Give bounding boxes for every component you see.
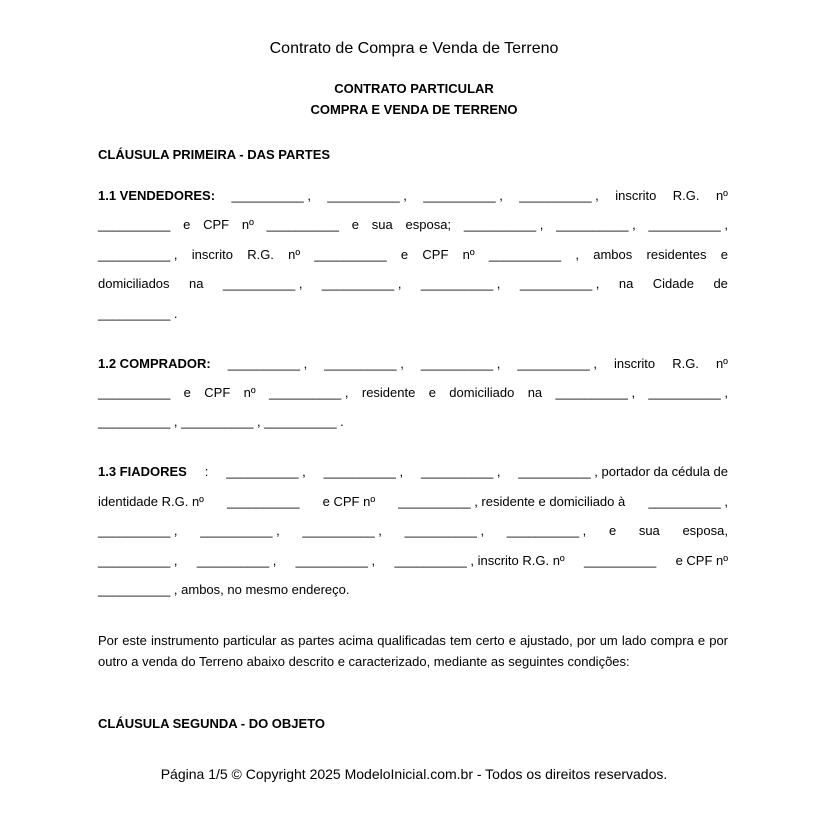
section-1-3-line	[98, 582, 728, 597]
page-footer: Página 1/5 © Copyright 2025 ModeloInicial.com.br - Todos os direitos reservados.	[160, 766, 668, 782]
blank-field: __________ ,	[423, 188, 503, 203]
blank-field: __________ ,	[556, 217, 636, 232]
line-text: inscrito	[613, 356, 656, 371]
blank-field: __________ ,	[648, 494, 728, 509]
line-text: R.G.	[247, 247, 274, 262]
blank-field: __________ ,	[222, 276, 303, 291]
section-1-1-line	[98, 217, 728, 232]
line-text: CPF	[422, 247, 449, 262]
section-1-2-line	[98, 356, 728, 371]
line-text: e	[183, 385, 191, 400]
blank-field: __________	[266, 217, 339, 232]
line-text: na	[527, 385, 543, 400]
section-1-1-line	[98, 306, 728, 321]
line-text: :	[204, 464, 209, 479]
blank-field: __________	[98, 217, 171, 232]
blank-field: __________ ,	[98, 247, 178, 262]
blank-field: __________ ,	[226, 464, 306, 479]
section-1-3-line	[98, 523, 728, 538]
line-text: inscrito	[615, 188, 657, 203]
line-text: e CPF nº	[675, 553, 728, 568]
line-text: CPF	[203, 217, 230, 232]
line-text: e	[400, 247, 409, 262]
line-text: domiciliado	[449, 385, 515, 400]
line-text: residente	[361, 385, 416, 400]
section-1-3-line	[98, 494, 728, 509]
blank-field: __________ ,	[323, 464, 404, 479]
blank-field: __________	[583, 553, 657, 568]
line-text: na	[189, 276, 204, 291]
line-text: CPF	[204, 385, 231, 400]
blank-field: __________ ,	[420, 356, 501, 371]
blank-field: __________ ,	[648, 217, 728, 232]
blank-field: __________ , portador da cédula de	[518, 464, 728, 479]
line-text: domiciliados	[98, 276, 170, 291]
intro-paragraph: Por este instrumento particular as partes acima qualificadas tem certo e ajustado, por um lado compra e por outro a venda do Terreno abaixo descrito e caracterizado, mediante as seguintes condições:	[98, 633, 728, 669]
section-1-3-line	[98, 464, 728, 479]
blank-field: __________ ,	[302, 523, 382, 538]
blank-field: __________ ,	[519, 188, 599, 203]
blank-field: __________ , ambos, no mesmo endereço.	[98, 582, 350, 597]
line-text: e	[608, 523, 617, 538]
line-text: R.G.	[672, 356, 699, 371]
blank-field: __________ ,	[196, 553, 277, 568]
blank-field: __________ ,	[463, 217, 544, 232]
blank-field: __________ ,	[519, 276, 600, 291]
blank-field: __________ ,	[295, 553, 376, 568]
blank-field: __________ ,	[200, 523, 280, 538]
blank-field: __________	[98, 385, 171, 400]
blank-field: __________	[314, 247, 387, 262]
line-text: sua	[371, 217, 393, 232]
section-1-2-line	[98, 414, 728, 429]
title-line-2: COMPRA E VENDA DE TERRENO	[310, 102, 518, 117]
line-text: nº	[241, 217, 254, 232]
line-text: nº	[715, 188, 728, 203]
blank-field: __________ ,	[231, 188, 311, 203]
line-text: na	[618, 276, 634, 291]
blank-field: __________ ,	[327, 188, 407, 203]
blank-field: __________ ,	[98, 553, 178, 568]
comprador-label: 1.2 COMPRADOR:	[98, 356, 211, 371]
blank-field: __________ , inscrito R.G. nº	[394, 553, 565, 568]
line-text: nº	[288, 247, 301, 262]
line-text: esposa,	[682, 523, 728, 538]
line-text: ,	[575, 247, 580, 262]
blank-field: __________ ,	[648, 385, 728, 400]
line-text: de	[713, 276, 728, 291]
blank-field: __________ ,	[517, 356, 597, 371]
line-text: Cidade	[652, 276, 694, 291]
line-text: residentes	[646, 247, 707, 262]
blank-field: __________ ,	[506, 523, 587, 538]
blank-field: __________ ,	[420, 464, 501, 479]
blank-field: __________	[488, 247, 562, 262]
title-line-1: CONTRATO PARTICULAR	[334, 81, 494, 96]
line-text: R.G.	[672, 188, 700, 203]
blank-field: __________ .	[98, 306, 178, 321]
line-text: e CPF nº	[322, 494, 376, 509]
line-text: nº	[243, 385, 256, 400]
line-text: e	[428, 385, 436, 400]
line-text: e	[351, 217, 359, 232]
document-header: Contrato de Compra e Venda de Terreno	[269, 40, 559, 57]
blank-field: __________ ,	[98, 523, 178, 538]
fiadores-label: 1.3 FIADORES	[98, 464, 187, 479]
line-text: identidade R.G. nº	[98, 494, 204, 509]
line-text: inscrito	[191, 247, 233, 262]
section-1-1-line	[98, 247, 728, 262]
vendedores-label: 1.1 VENDEDORES:	[98, 188, 216, 203]
section-1-1-line	[98, 188, 728, 203]
clause-2-heading: CLÁUSULA SEGUNDA - DO OBJETO	[98, 716, 326, 731]
blank-field: __________ , residente e domiciliado à	[398, 494, 626, 509]
line-text: nº	[462, 247, 475, 262]
blank-field: __________ ,	[420, 276, 501, 291]
line-text: sua	[638, 523, 660, 538]
blank-field: __________ , __________ , __________ .	[98, 414, 344, 429]
blank-field: __________ ,	[227, 356, 308, 371]
blank-field: __________ ,	[404, 523, 485, 538]
blank-field: __________ ,	[268, 385, 349, 400]
line-text: e	[720, 247, 728, 262]
section-1-2-line	[98, 385, 728, 400]
blank-field: __________ ,	[555, 385, 636, 400]
line-text: esposa;	[405, 217, 452, 232]
clause-1-heading: CLÁUSULA PRIMEIRA - DAS PARTES	[98, 147, 331, 162]
blank-field: __________ ,	[321, 276, 402, 291]
line-text: e	[183, 217, 191, 232]
blank-field: __________ ,	[324, 356, 404, 371]
line-text: ambos	[593, 247, 633, 262]
section-1-3-line	[98, 553, 728, 568]
line-text: nº	[715, 356, 728, 371]
blank-field: __________	[227, 494, 300, 509]
section-1-1-line	[98, 276, 728, 291]
